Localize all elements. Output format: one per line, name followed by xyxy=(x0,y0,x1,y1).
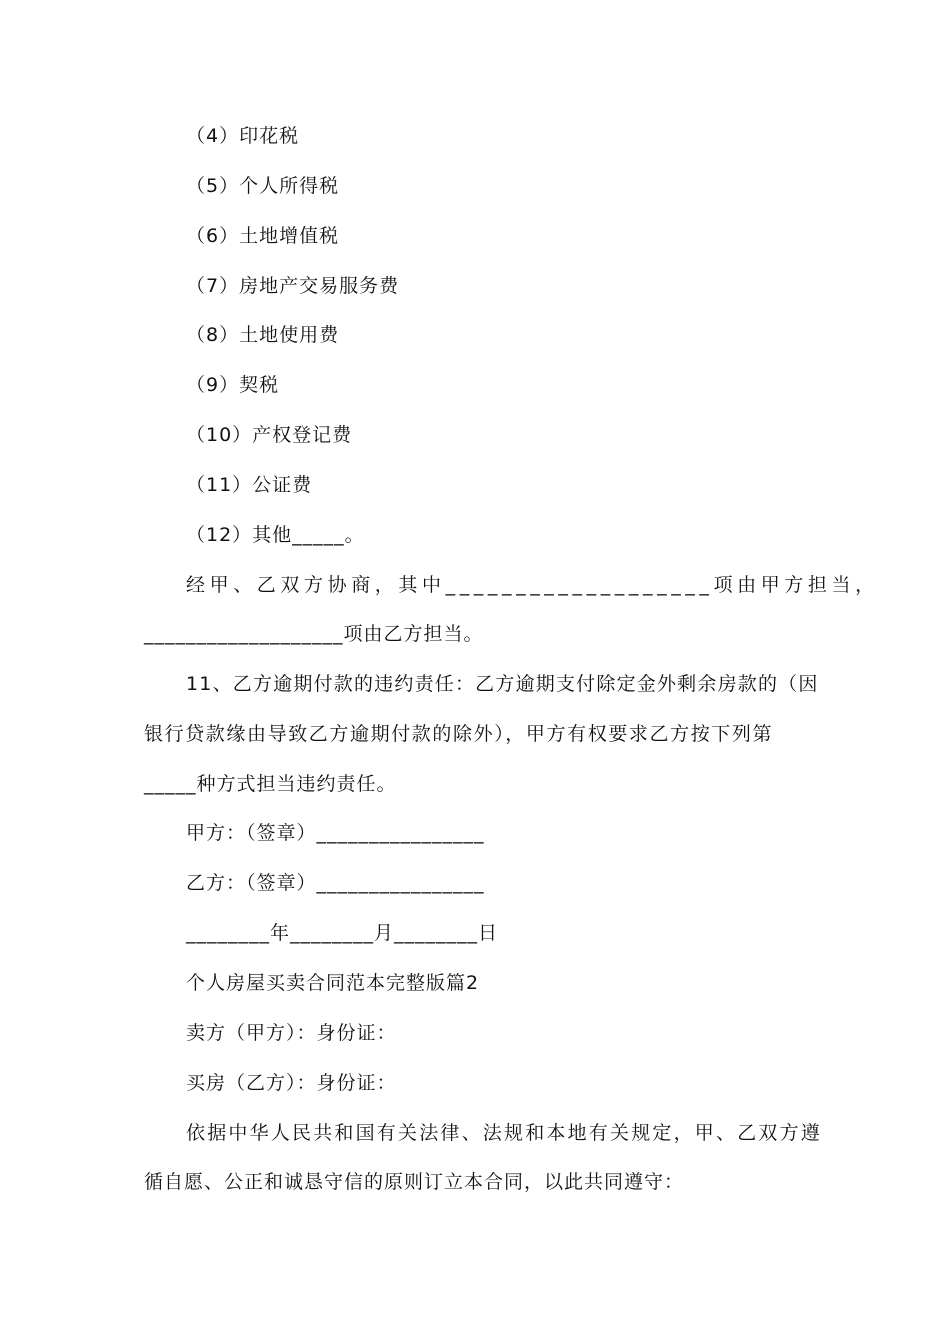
paragraph-line: 经甲、乙双方协商，其中___________________项由甲方担当， xyxy=(186,574,879,596)
preamble-line: 循自愿、公正和诚恳守信的原则订立本合同，以此共同遵守： xyxy=(144,1171,685,1193)
seller-line: 卖方（甲方）：身份证： xyxy=(186,1022,397,1044)
clause-11-line: 银行贷款缘由导致乙方逾期付款的除外），甲方有权要求乙方按下列第 xyxy=(144,723,774,745)
buyer-line: 买房（乙方）：身份证： xyxy=(186,1072,397,1094)
party-a-signature: 甲方：（签章）________________ xyxy=(186,822,485,844)
signing-date: ________年________月________日 xyxy=(186,922,499,944)
preamble-line: 依据中华人民共和国有关法律、法规和本地有关规定，甲、乙双方遵 xyxy=(186,1122,823,1144)
fee-item-other: （12）其他_____。 xyxy=(186,524,365,546)
clause-11-line: _____种方式担当违约责任。 xyxy=(144,773,397,795)
fee-item-deed-tax: （9）契税 xyxy=(186,374,280,396)
clause-11-line: 11、乙方逾期付款的违约责任：乙方逾期支付除定金外剩余房款的（因 xyxy=(186,673,819,695)
fee-item-land-value-tax: （6）土地增值税 xyxy=(186,225,340,247)
party-b-signature: 乙方：（签章）________________ xyxy=(186,872,485,894)
fee-item-registration-fee: （10）产权登记费 xyxy=(186,424,353,446)
fee-item-transaction-fee: （7）房地产交易服务费 xyxy=(186,275,400,297)
fee-item-stamp-tax: （4）印花税 xyxy=(186,125,300,147)
section-title: 个人房屋买卖合同范本完整版篇2 xyxy=(186,972,480,994)
paragraph-line: ___________________项由乙方担当。 xyxy=(144,623,484,645)
fee-item-income-tax: （5）个人所得税 xyxy=(186,175,340,197)
fee-item-notary-fee: （11）公证费 xyxy=(186,474,313,496)
fee-item-land-use-fee: （8）土地使用费 xyxy=(186,324,340,346)
